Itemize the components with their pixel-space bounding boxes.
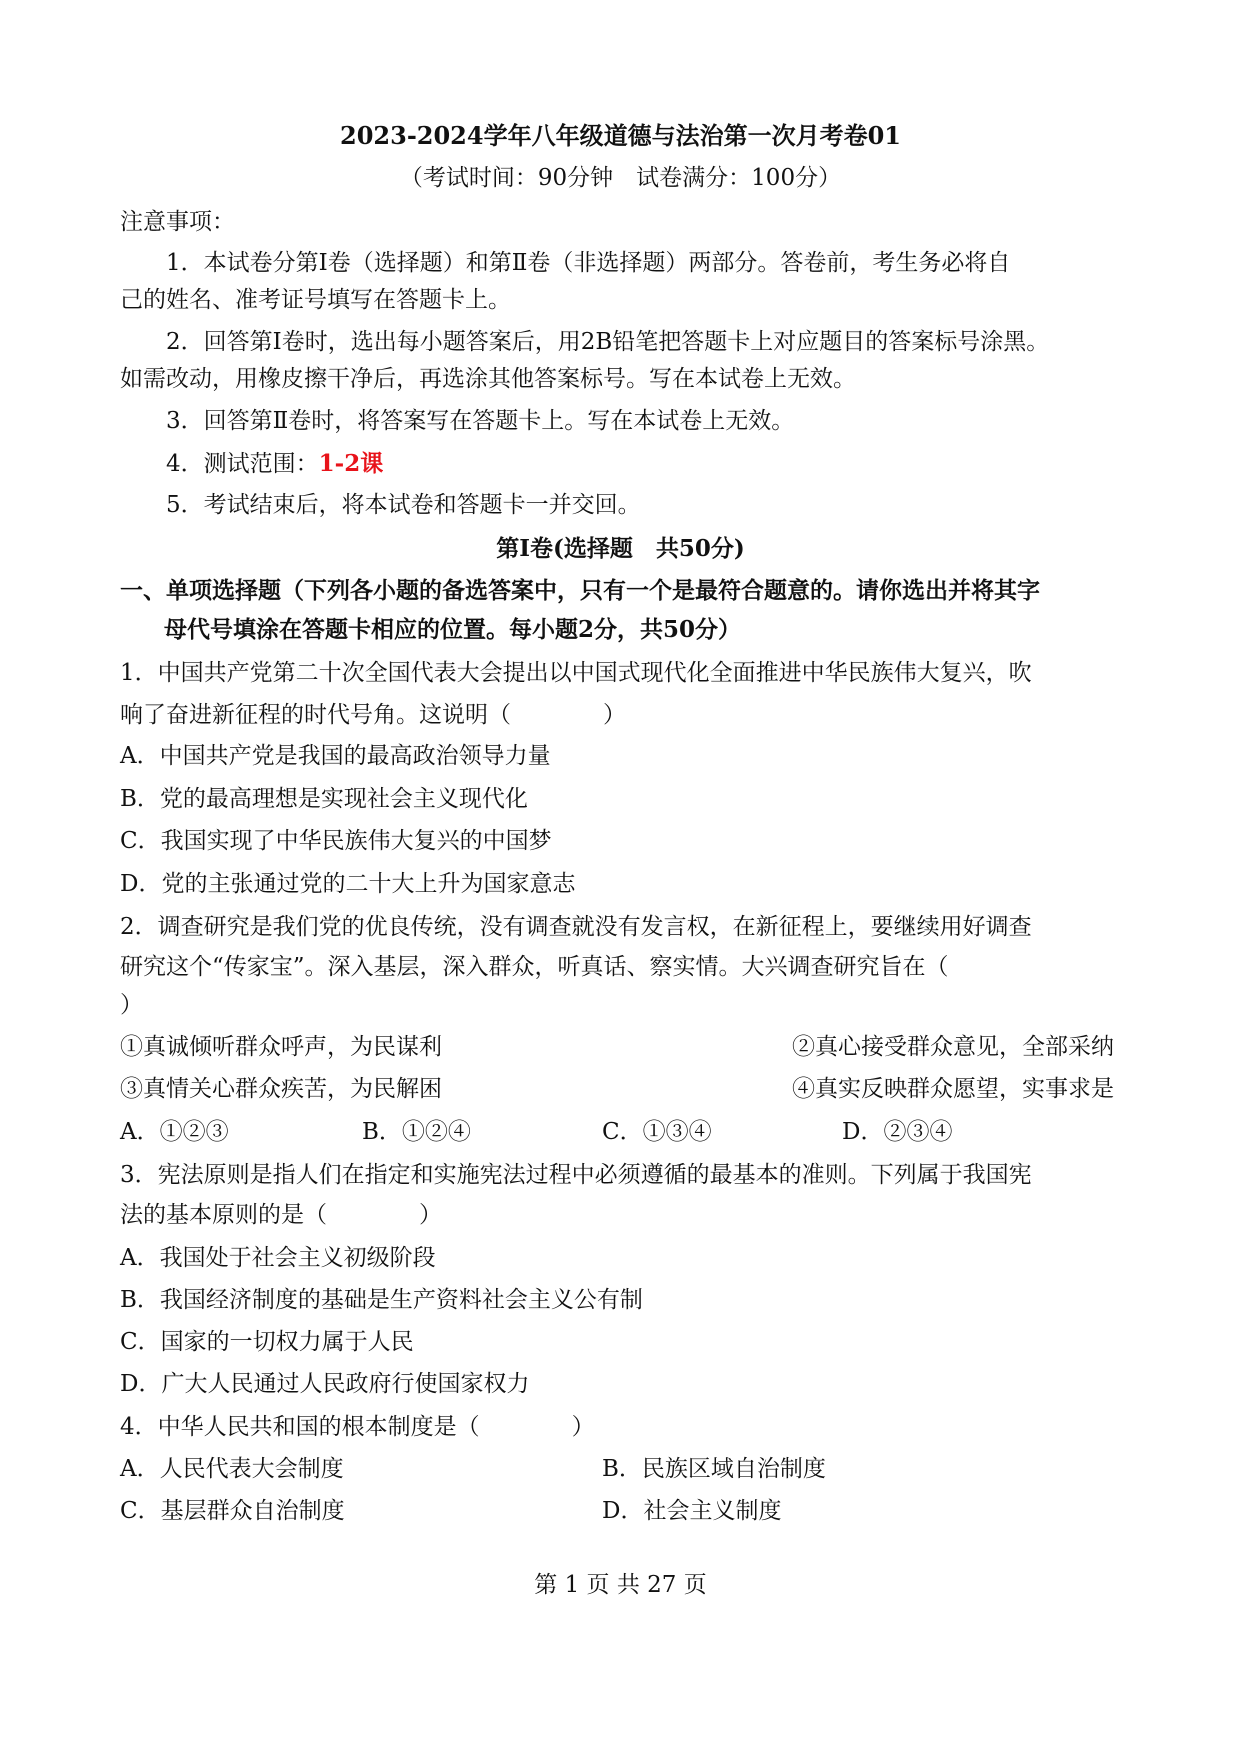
exam-subtitle: （考试时间：90分钟 试卷满分：100分） [399, 165, 842, 191]
page-footer: 第 1 页 共 27 页 [534, 1572, 707, 1598]
note-2-line-2: 如需改动，用橡皮擦干净后，再选涂其他答案标号。写在本试卷上无效。 [120, 366, 856, 392]
q2-statement-2: ②真心接受群众意见，全部采纳 [792, 1034, 1114, 1060]
q4-option-d: D．社会主义制度 [602, 1498, 782, 1524]
section-instruction-line-2: 母代号填涂在答题卡相应的位置。每小题2分，共50分） [164, 616, 742, 643]
note-1-line-2: 己的姓名、准考证号填写在答题卡上。 [120, 287, 511, 313]
q3-option-a: A．我国处于社会主义初级阶段 [120, 1245, 436, 1271]
q1-option-b: B．党的最高理想是实现社会主义现代化 [120, 786, 528, 812]
q3-option-c: C．国家的一切权力属于人民 [120, 1329, 414, 1355]
q2-stem-line-3: ） [120, 992, 143, 1018]
q4-option-b: B．民族区域自治制度 [602, 1456, 826, 1482]
q2-statements-row-1 [120, 1032, 1130, 1062]
section-instruction-line-1: 一、单项选择题（下列各小题的备选答案中，只有一个是最符合题意的。请你选出并将其字 [120, 577, 1040, 604]
q1-option-a: A．中国共产党是我国的最高政治领导力量 [120, 743, 551, 769]
q2-option-b: B．①②④ [362, 1119, 471, 1145]
q1-option-c: C．我国实现了中华民族伟大复兴的中国梦 [120, 828, 552, 854]
note-1-line-1: 1．本试卷分第Ⅰ卷（选择题）和第Ⅱ卷（非选择题）两部分。答卷前，考生务必将自 [166, 250, 1011, 276]
test-scope-value: 1-2课 [318, 450, 384, 477]
q4-options-row-1 [120, 1454, 1130, 1484]
q4-stem: 4．中华人民共和国的根本制度是（ ） [120, 1414, 595, 1440]
q3-stem-line-2: 法的基本原则的是（ ） [120, 1202, 442, 1228]
q2-statements-row-2 [120, 1074, 1130, 1104]
q2-option-a: A．①②③ [120, 1119, 229, 1145]
q4-option-c: C．基层群众自治制度 [120, 1498, 345, 1524]
note-4-label: 4．测试范围： [166, 451, 319, 477]
notes-heading: 注意事项： [120, 209, 235, 235]
q2-options-row [120, 1117, 1130, 1147]
q2-stem-line-2: 研究这个“传家宝”。深入基层，深入群众，听真话、察实情。大兴调查研究旨在（ [120, 954, 949, 980]
q2-statement-4: ④真实反映群众愿望，实事求是 [792, 1076, 1114, 1102]
section-title: 第Ⅰ卷(选择题 共50分) [496, 535, 745, 562]
q1-stem-line-1: 1．中国共产党第二十次全国代表大会提出以中国式现代化全面推进中华民族伟大复兴，吹 [120, 660, 1032, 686]
q1-stem-line-2: 响了奋进新征程的时代号角。这说明（ ） [120, 702, 626, 728]
q2-option-c: C．①③④ [602, 1119, 712, 1145]
q3-option-b: B．我国经济制度的基础是生产资料社会主义公有制 [120, 1287, 643, 1313]
note-5: 5．考试结束后，将本试卷和答题卡一并交回。 [166, 492, 641, 518]
q3-option-d: D．广大人民通过人民政府行使国家权力 [120, 1371, 530, 1397]
exam-title: 2023-2024学年八年级道德与法治第一次月考卷01 [340, 121, 901, 150]
q3-stem-line-1: 3．宪法原则是指人们在指定和实施宪法过程中必须遵循的最基本的准则。下列属于我国宪 [120, 1162, 1032, 1188]
note-2-line-1: 2．回答第Ⅰ卷时，选出每小题答案后，用2B铅笔把答题卡上对应题目的答案标号涂黑。 [166, 329, 1050, 355]
q2-option-d: D．②③④ [842, 1119, 953, 1145]
q2-statement-1: ①真诚倾听群众呼声，为民谋利 [120, 1034, 442, 1060]
q4-option-a: A．人民代表大会制度 [120, 1456, 344, 1482]
q2-statement-3: ③真情关心群众疾苦，为民解困 [120, 1076, 442, 1102]
note-3: 3．回答第Ⅱ卷时，将答案写在答题卡上。写在本试卷上无效。 [166, 408, 795, 434]
q4-options-row-2 [120, 1496, 1130, 1526]
q1-option-d: D．党的主张通过党的二十大上升为国家意志 [120, 871, 576, 897]
q2-stem-line-1: 2．调查研究是我们党的优良传统，没有调查就没有发言权，在新征程上，要继续用好调查 [120, 914, 1032, 940]
note-4 [166, 449, 1130, 479]
